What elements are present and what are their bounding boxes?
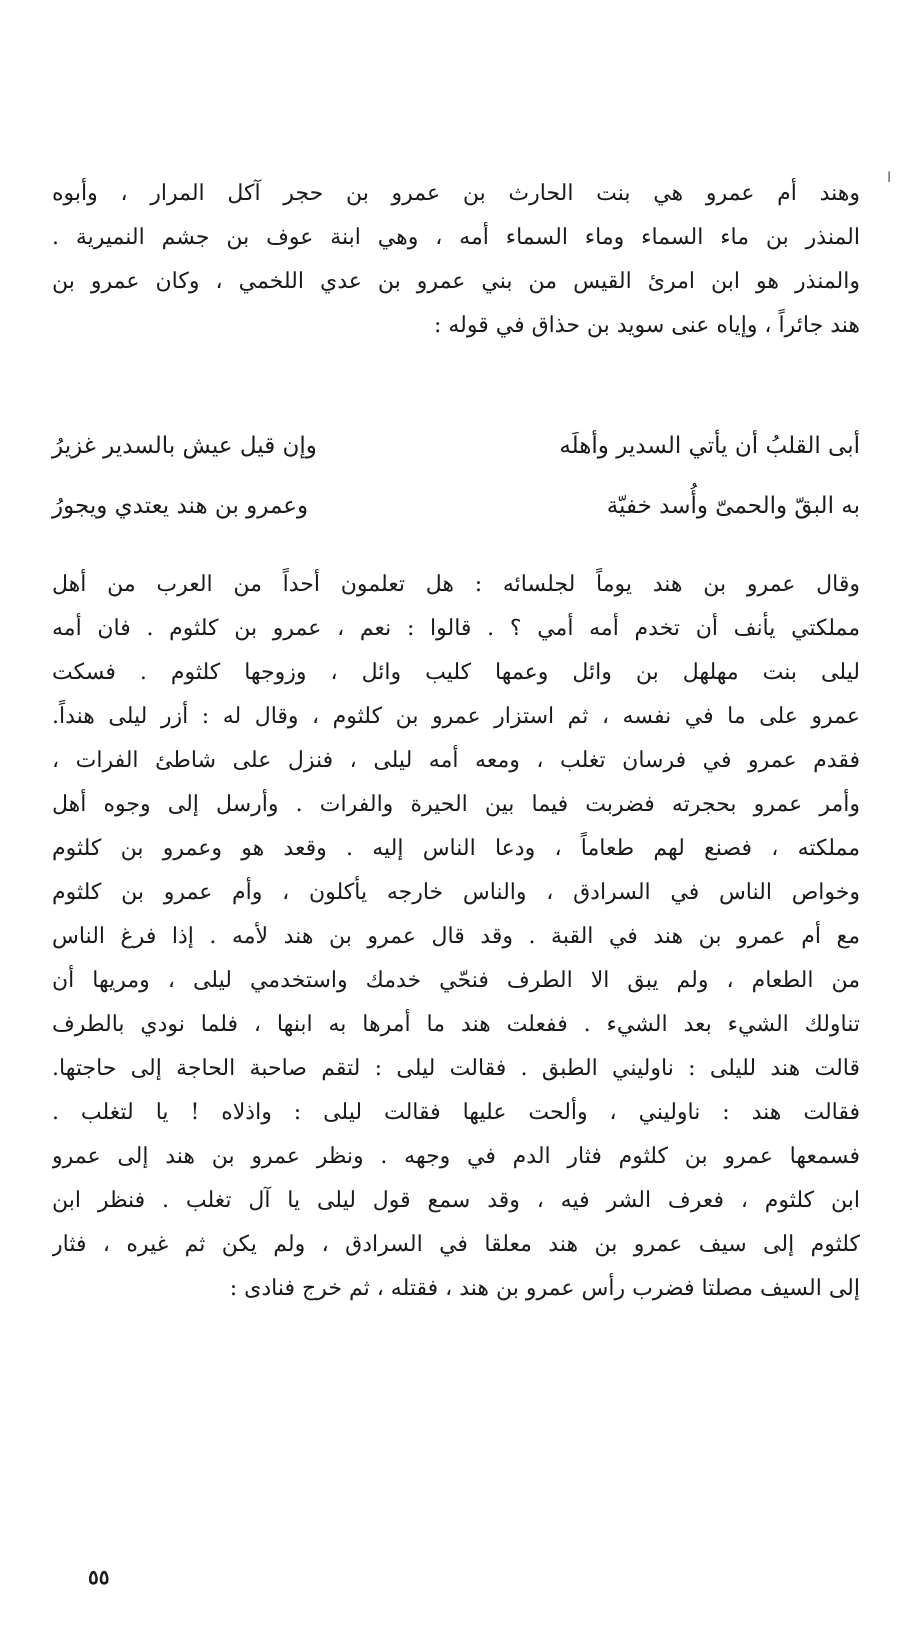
text-line: مملكتي يأنف أن تخدم أمه أمي ؟ . قالوا : نعم ، عمرو بن كلثوم . فان أمه: [52, 616, 860, 641]
poem-verse: [52, 476, 860, 536]
verse-second-half: وإن قيل عيش بالسدير غزيرُ: [52, 433, 317, 459]
verse-second-half: وعمرو بن هند يعتدي ويجورُ: [52, 493, 309, 519]
poem: [52, 416, 860, 536]
text-line: قالت هند لليلى : ناوليني الطبق . فقالت ليلى : لتقم صاحبة الحاجة إلى حاجتها.: [52, 1056, 860, 1081]
poem-verse: [52, 416, 860, 476]
text-line: فسمعها عمرو بن كلثوم فثار الدم في وجهه . ونظر عمرو بن هند إلى عمرو: [52, 1144, 860, 1169]
text-line: ليلى بنت مهلهل بن وائل وعمها كليب وائل ، وزوجها كلثوم . فسكت: [52, 660, 860, 685]
text-line: مع أم عمرو بن هند في القبة . وقد قال عمرو بن هند لأمه . إذا فرغ الناس: [52, 924, 860, 949]
text-line: هند جائراً ، وإياه عنى سويد بن حذاق في قوله :: [433, 313, 860, 338]
text-line: وأمر عمرو بحجرته فضربت فيما بين الحيرة والفرات . وأرسل إلى وجوه أهل: [52, 792, 860, 817]
text-line: والمنذر هو ابن امرئ القيس من بني عمرو بن عدي اللخمي ، وكان عمرو بن: [52, 269, 860, 294]
text-line: المنذر بن ماء السماء وماء السماء أمه ، وهي ابنة عوف بن جشم النميرية .: [52, 225, 860, 250]
verse-first-half: به البقّ والحمىّ وأُسد خفيّة: [606, 493, 860, 519]
paragraph-2: [52, 563, 860, 1311]
page-number: ٥٥: [88, 1565, 110, 1589]
verse-first-half: أبى القلبُ أن يأتي السدير وأهلَه: [559, 433, 860, 459]
text-line: وقال عمرو بن هند يوماً لجلسائه : هل تعلمون أحداً من العرب من أهل: [52, 572, 860, 597]
text-line: تناولك الشيء بعد الشيء . ففعلت هند ما أمرها به ابنها ، فلما نودي بالطرف: [52, 1012, 860, 1037]
text-line: فقدم عمرو في فرسان تغلب ، ومعه أمه ليلى ، فنزل على شاطئ الفرات ،: [52, 748, 860, 773]
text-line: وهند أم عمرو هي بنت الحارث بن عمرو بن حجر آكل المرار ، وأبوه: [52, 181, 860, 206]
text-line: من الطعام ، ولم يبق الا الطرف فنحّي خدمك واستخدمي ليلى ، ومريها أن: [52, 968, 860, 993]
text-line: مملكته ، فصنع لهم طعاماً ، ودعا الناس إليه . وقعد هو وعمرو بن كلثوم: [52, 836, 860, 861]
text-line: إلى السيف مصلتا فضرب رأس عمرو بن هند ، فقتله ، ثم خرج فنادى :: [229, 1276, 860, 1301]
margin-mark: ا: [887, 170, 891, 186]
text-line: عمرو على ما في نفسه ، ثم استزار عمرو بن كلثوم ، وقال له : أزر ليلى هنداً.: [52, 704, 860, 729]
text-line: ابن كلثوم ، فعرف الشر فيه ، وقد سمع قول ليلى يا آل تغلب . فنظر ابن: [52, 1188, 860, 1213]
text-line: فقالت هند : ناوليني ، وألحت عليها فقالت ليلى : واذلاه ! يا لتغلب .: [52, 1100, 860, 1125]
text-line: وخواص الناس في السرادق ، والناس خارجه يأكلون ، وأم عمرو بن كلثوم: [52, 880, 860, 905]
text-line: كلثوم إلى سيف عمرو بن هند معلقا في السرادق ، ولم يكن ثم غيره ، فثار: [52, 1232, 860, 1257]
paragraph-1: [52, 172, 860, 348]
